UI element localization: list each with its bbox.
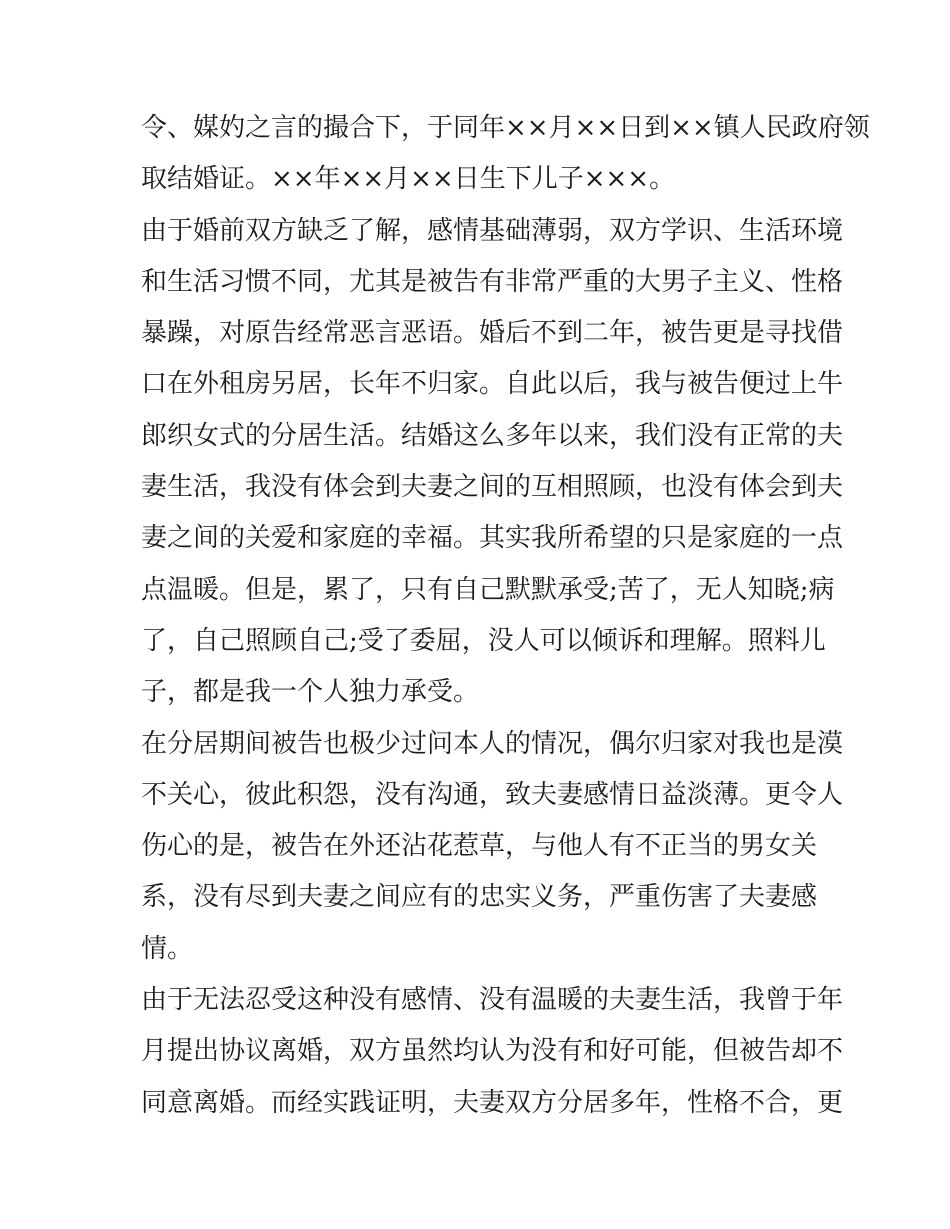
text-line: 伤心的是，被告在外还沾花惹草，与他人有不正当的男女关 (141, 831, 818, 862)
text-line: 妻生活，我没有体会到夫妻之间的互相照顾，也没有体会到夫 (141, 472, 844, 503)
text-line: 妻之间的关爱和家庭的幸福。其实我所希望的只是家庭的一点 (141, 523, 844, 554)
text-line: 郎织女式的分居生活。结婚这么多年以来，我们没有正常的夫 (141, 420, 844, 451)
text-line: 口在外租房另居，长年不归家。自此以后，我与被告便过上牛 (141, 369, 844, 400)
text-line: 系，没有尽到夫妻之间应有的忠实义务，严重伤害了夫妻感 (141, 882, 818, 913)
text-line: 不关心，彼此积怨，没有沟通，致夫妻感情日益淡薄。更令人 (141, 779, 844, 810)
text-line: 月提出协议离婚，双方虽然均认为没有和好可能，但被告却不 (141, 1036, 844, 1067)
text-line: 暴躁，对原告经常恶言恶语。婚后不到二年，被告更是寻找借 (141, 318, 844, 349)
text-line: 点温暖。但是，累了，只有自己默默承受;苦了，无人知晓;病 (141, 574, 835, 605)
text-line: 由于无法忍受这种没有感情、没有温暖的夫妻生活，我曾于年 (141, 985, 844, 1016)
text-line: 了，自己照顾自己;受了委屈，没人可以倾诉和理解。照料儿 (141, 625, 826, 656)
document-body (141, 103, 870, 1129)
text-line: 和生活习惯不同，尤其是被告有非常严重的大男子主义、性格 (141, 266, 844, 297)
text-line: 取结婚证。××年××月××日生下儿子×××。 (141, 164, 676, 195)
text-line: 令、媒妁之言的撮合下，于同年××月××日到××镇人民政府领 (141, 113, 870, 143)
text-line: 同意离婚。而经实践证明，夫妻双方分居多年，性格不合，更 (141, 1087, 844, 1118)
text-line: 在分居期间被告也极少过问本人的情况，偶尔归家对我也是漠 (141, 728, 844, 759)
text-line: 由于婚前双方缺乏了解，感情基础薄弱，双方学识、生活环境 (141, 215, 844, 246)
text-line: 情。 (141, 933, 194, 964)
text-line: 子，都是我一个人独力承受。 (141, 677, 480, 708)
